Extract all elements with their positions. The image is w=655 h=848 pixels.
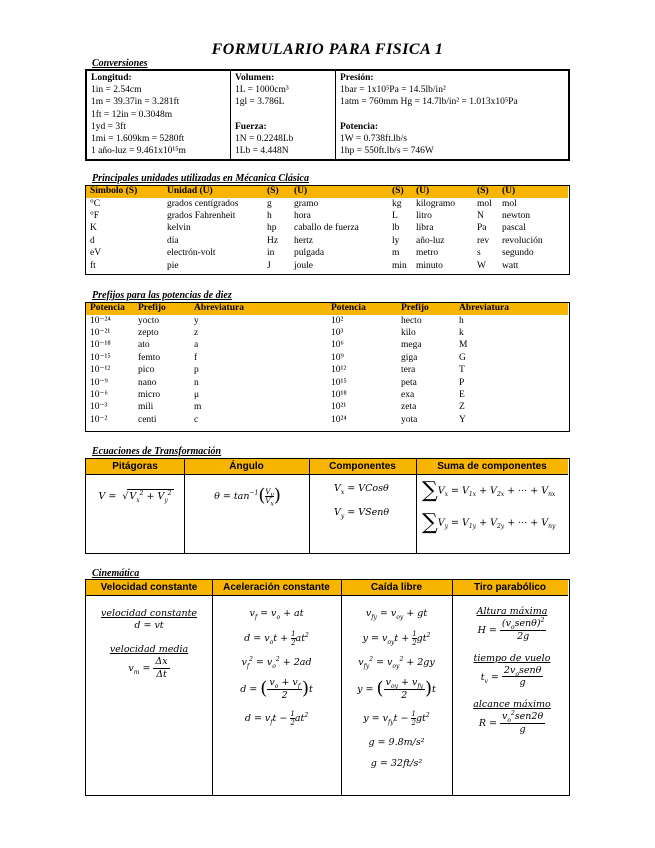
prefixes-cell: centi xyxy=(138,414,157,425)
transform-section-title: Ecuaciones de Transformación xyxy=(92,446,222,457)
units-cell: revolución xyxy=(502,235,543,246)
prefixes-cell: 10⁶ xyxy=(331,340,344,351)
tiro-parabolico-formulas: Altura máxima H = $\frac{(v_osen\theta)^2}{2g}$ tiempo de vuelo $t_v$ = $\frac{2v_osen\theta}{g}$ alcance máximo R = $\frac{v_o^2sen2\theta}{g}$ xyxy=(456,606,568,736)
units-cell: gramo xyxy=(294,198,319,209)
prefixes-cell: peta xyxy=(401,377,417,388)
conversion-line: 1m = 39.37in = 3.281ft xyxy=(91,97,180,108)
units-cell: eV xyxy=(90,248,102,259)
prefixes-column-header: Potencia xyxy=(90,303,125,314)
prefixes-cell: 10¹² xyxy=(331,365,347,376)
units-column-header: Símbolo (S) xyxy=(90,186,138,197)
units-cell: watt xyxy=(502,260,519,271)
angulo-header: Ángulo xyxy=(184,459,309,475)
fuerza-heading: Fuerza: xyxy=(235,121,267,132)
units-cell: pascal xyxy=(502,223,526,234)
units-cell: kg xyxy=(392,198,402,209)
alcance-maximo-label: alcance máximo xyxy=(473,699,551,711)
prefixes-cell: 10⁻¹⁵ xyxy=(90,352,111,363)
units-row xyxy=(86,248,568,260)
gravity-imperial: g = 32ft/s² xyxy=(370,758,423,770)
units-column-header: (S) xyxy=(267,186,279,197)
units-cell: metro xyxy=(416,248,439,259)
conversion-line: 1yd = 3ft xyxy=(91,121,126,132)
conversion-line: 1 año-luz = 9.461x10¹⁵m xyxy=(91,146,186,157)
transform-box xyxy=(85,458,570,554)
suma-componentes-header: Suma de componentes xyxy=(416,459,568,475)
prefixes-cell: z xyxy=(194,328,199,339)
prefixes-column-header: Prefijo xyxy=(401,303,429,314)
prefixes-cell: femto xyxy=(138,352,161,363)
conversion-line: 1gl = 3.786L xyxy=(235,97,285,108)
caida-libre-formulas: $v_{fy} = v_{oy}$ + gt $y = v_{oy}t$ + $\frac{1}{2}gt^2$ $v_{fy}^2 = v_{oy}^2 + 2gy$ y = ( $\frac{v_{oy} + v_{fy}}{2}$ )t $y = v_{fy}t$ − $\frac{1}{2}gt^2$ g = 9.8m/s² g = 32ft/s² xyxy=(345,608,448,770)
kinematics-section-title: Cinemática xyxy=(92,568,140,579)
pitagoras-header: Pitágoras xyxy=(86,459,184,475)
units-cell: litro xyxy=(416,211,432,222)
prefixes-column-header: Potencia xyxy=(331,303,366,314)
prefixes-cell: k xyxy=(459,328,464,339)
prefixes-cell: exa xyxy=(401,389,415,400)
units-cell: h xyxy=(267,211,272,222)
units-header-row xyxy=(86,186,568,198)
componentes-header: Componentes xyxy=(309,459,416,475)
units-row xyxy=(86,260,568,272)
prefixes-row xyxy=(86,353,568,365)
conversion-line: 1N = 0.2248Lb xyxy=(235,133,294,144)
prefixes-cell: yota xyxy=(401,414,418,425)
units-cell: libra xyxy=(416,223,434,234)
units-cell: d xyxy=(90,235,95,246)
suma-componentes-formulas: $\sum V_x = V_{1x} + V_{2x}$ + ··· + $V_{nx}$ $\sum V_y = V_{1y} + V_{2y}$ + ··· + $V_{ny}$ xyxy=(422,478,556,535)
prefixes-cell: 10²⁴ xyxy=(331,414,347,425)
units-cell: N xyxy=(477,211,484,222)
prefixes-cell: c xyxy=(194,414,199,425)
units-cell: °C xyxy=(90,198,101,209)
units-cell: s xyxy=(477,248,481,259)
conversion-line: 1W = 0.738ft.lb/s xyxy=(340,133,407,144)
prefixes-cell: 10⁻² xyxy=(90,414,108,425)
units-column-header: (S) xyxy=(477,186,489,197)
aceleracion-constante-header: Aceleración constante xyxy=(212,580,341,596)
tiro-parabolico-header: Tiro parabólico xyxy=(452,580,568,596)
prefixes-cell: zepto xyxy=(138,328,159,339)
units-column-header: (U) xyxy=(502,186,516,197)
prefixes-cell: n xyxy=(194,377,199,388)
volumen-heading: Volumen: xyxy=(235,73,275,83)
prefixes-cell: m xyxy=(194,402,202,413)
units-cell: Pa xyxy=(477,223,487,234)
prefixes-cell: mili xyxy=(138,402,154,413)
pitagoras-formula: $V = √V_x^2 + V_y^2$ xyxy=(98,489,172,504)
units-cell: día xyxy=(167,235,179,246)
prefixes-cell: Z xyxy=(459,402,465,413)
longitud-heading: Longitud: xyxy=(91,73,132,83)
conversion-line: 1ft = 12in = 0.3048m xyxy=(91,109,173,120)
prefixes-cell: P xyxy=(459,377,465,388)
units-cell: año-luz xyxy=(416,235,445,246)
units-cell: grados centígrados xyxy=(167,198,239,209)
conversion-line: 1in = 2.54cm xyxy=(91,85,142,96)
prefixes-column-header: Abreviatura xyxy=(459,303,509,314)
prefixes-row xyxy=(86,415,568,427)
velocidad-media-label: velocidad media xyxy=(109,643,189,655)
units-cell: pie xyxy=(167,260,179,271)
prefixes-cell: a xyxy=(194,340,199,351)
units-cell: hora xyxy=(294,211,311,222)
prefixes-cell: zeta xyxy=(401,402,417,413)
page-title: FORMULARIO PARA FISICA 1 xyxy=(211,41,444,58)
prefixes-cell: giga xyxy=(401,352,418,363)
conversion-line: 1hp = 550ft.lb/s = 746W xyxy=(340,146,434,157)
units-row xyxy=(86,211,568,223)
prefixes-cell: E xyxy=(459,389,465,400)
conversion-line: 1bar = 1x10⁵Pa = 14.5lb/in² xyxy=(340,85,446,96)
conversion-line: 1Lb = 4.448N xyxy=(235,146,289,157)
prefixes-header-row xyxy=(86,303,568,315)
prefixes-cell: h xyxy=(459,315,464,326)
units-cell: mol xyxy=(477,198,492,209)
conversion-line: 1mi = 1.609km = 5280ft xyxy=(91,133,185,144)
units-cell: °F xyxy=(90,211,100,222)
conversions-section-title: Conversiones xyxy=(92,58,148,69)
velocidad-constante-label: velocidad constante xyxy=(100,608,198,619)
prefixes-table-box xyxy=(85,302,570,432)
prefixes-cell: μ xyxy=(194,389,200,400)
units-column-header: Unidad (U) xyxy=(167,186,213,197)
prefixes-cell: 10⁻⁶ xyxy=(90,389,108,400)
units-cell: joule xyxy=(294,260,313,271)
units-cell: min xyxy=(392,260,407,271)
prefixes-table xyxy=(86,303,568,427)
prefixes-cell: T xyxy=(459,365,465,376)
units-cell: ft xyxy=(90,260,96,271)
prefixes-row xyxy=(86,402,568,414)
prefixes-cell: y xyxy=(194,315,199,326)
units-cell: m xyxy=(392,248,400,259)
prefixes-row xyxy=(86,390,568,402)
units-cell: caballo de fuerza xyxy=(294,223,359,234)
units-row xyxy=(86,236,568,248)
prefixes-cell: 10⁻²¹ xyxy=(90,328,111,339)
prefixes-cell: Y xyxy=(459,414,466,425)
prefixes-cell: 10² xyxy=(331,315,344,326)
volumen-fuerza-column xyxy=(235,73,293,158)
units-cell: kelvin xyxy=(167,223,191,234)
units-row xyxy=(86,198,568,210)
units-cell: W xyxy=(477,260,486,271)
prefixes-cell: 10¹⁵ xyxy=(331,377,347,388)
conversion-line: 1L = 1000cm³ xyxy=(235,85,289,96)
units-column-header: (U) xyxy=(416,186,430,197)
prefixes-column-header: Abreviatura xyxy=(194,303,244,314)
prefixes-cell: hecto xyxy=(401,315,422,326)
units-table xyxy=(86,186,568,273)
units-cell: mol xyxy=(502,198,517,209)
units-column-header: (S) xyxy=(392,186,404,197)
prefixes-column-header: Prefijo xyxy=(138,303,166,314)
prefixes-cell: ato xyxy=(138,340,150,351)
prefixes-cell: mega xyxy=(401,340,422,351)
prefixes-cell: kilo xyxy=(401,328,416,339)
units-cell: grados Fahrenheit xyxy=(167,211,236,222)
units-cell: electrón-volt xyxy=(167,248,216,259)
prefixes-cell: yocto xyxy=(138,315,160,326)
prefixes-cell: 10⁹ xyxy=(331,352,344,363)
units-cell: minuto xyxy=(416,260,443,271)
altura-maxima-label: Altura máxima xyxy=(476,606,548,617)
prefixes-cell: 10¹⁸ xyxy=(331,389,347,400)
units-cell: rev xyxy=(477,235,490,246)
units-cell: lb xyxy=(392,223,400,234)
units-cell: L xyxy=(392,211,398,222)
prefixes-cell: p xyxy=(194,365,199,376)
aceleracion-constante-formulas: $v_f = v_o$ + at $d = v_ot$ + $\frac{1}{2}at^2$ $v_f^2 = v_o^2 + 2ad$ d = ( $\frac{v_o + v_f}{2}$ )t $d = v_ft$ − $\frac{1}{2}at^2$ xyxy=(240,608,313,727)
units-cell: K xyxy=(90,223,97,234)
units-cell: pulgada xyxy=(294,248,325,259)
units-cell: J xyxy=(267,260,271,271)
prefixes-cell: f xyxy=(194,352,198,363)
prefixes-cell: nano xyxy=(138,377,157,388)
conversion-line: 1atm = 760mm Hg = 14.7lb/in² = 1.013x10⁵Pa xyxy=(340,97,518,108)
prefixes-cell: 10²¹ xyxy=(331,402,347,413)
prefixes-cell: pico xyxy=(138,365,155,376)
prefixes-section-title: Prefijos para las potencias de diez xyxy=(92,290,232,301)
units-cell: Hz xyxy=(267,235,279,246)
prefixes-row xyxy=(86,315,568,327)
componentes-formulas: $V_x$ = VCosθ $V_y$ = VSenθ xyxy=(334,483,390,520)
conversions-box xyxy=(85,69,570,161)
longitud-column xyxy=(91,73,186,158)
kinematics-box xyxy=(85,579,570,796)
units-cell: segundo xyxy=(502,248,534,259)
angulo-formula: $\theta = \tan^{-1}$( $\frac{V_y}{V_x}$) xyxy=(214,485,281,508)
units-cell: in xyxy=(267,248,275,259)
prefixes-cell: 10⁻²⁴ xyxy=(90,315,111,326)
caida-libre-header: Caída libre xyxy=(341,580,452,596)
prefixes-row xyxy=(86,340,568,352)
velocidad-constante-formulas: velocidad constante d = vt velocidad media $v_m$ = $\frac{\Delta x}{\Delta t}$ xyxy=(90,608,208,680)
units-cell: hertz xyxy=(294,235,313,246)
units-section-title: Principales unidades utilizadas en Mécanica Clásica xyxy=(92,173,309,184)
potencia-heading: Potencia: xyxy=(340,121,378,132)
prefixes-cell: micro xyxy=(138,389,161,400)
prefixes-cell: 10⁻⁹ xyxy=(90,377,108,388)
prefixes-cell: 10⁻¹⁸ xyxy=(90,340,111,351)
prefixes-row xyxy=(86,377,568,389)
prefixes-cell: G xyxy=(459,352,466,363)
units-row xyxy=(86,223,568,235)
units-column-header: (U) xyxy=(294,186,308,197)
presion-heading: Presión: xyxy=(340,73,374,83)
gravity-metric: g = 9.8m/s² xyxy=(368,736,425,748)
units-table-box xyxy=(85,185,570,275)
units-cell: kilogramo xyxy=(416,198,456,209)
prefixes-cell: tera xyxy=(401,365,416,376)
prefixes-cell: 10⁻³ xyxy=(90,402,108,413)
prefixes-cell: 10³ xyxy=(331,328,344,339)
units-cell: hp xyxy=(267,223,277,234)
prefixes-row xyxy=(86,365,568,377)
units-cell: newton xyxy=(502,211,530,222)
prefixes-cell: M xyxy=(459,340,468,351)
velocidad-constante-header: Velocidad constante xyxy=(86,580,212,596)
prefixes-cell: 10⁻¹² xyxy=(90,365,111,376)
units-cell: ly xyxy=(392,235,400,246)
presion-potencia-column xyxy=(340,73,518,158)
units-cell: g xyxy=(267,198,272,209)
tiempo-vuelo-label: tiempo de vuelo xyxy=(473,652,551,664)
prefixes-row xyxy=(86,328,568,340)
